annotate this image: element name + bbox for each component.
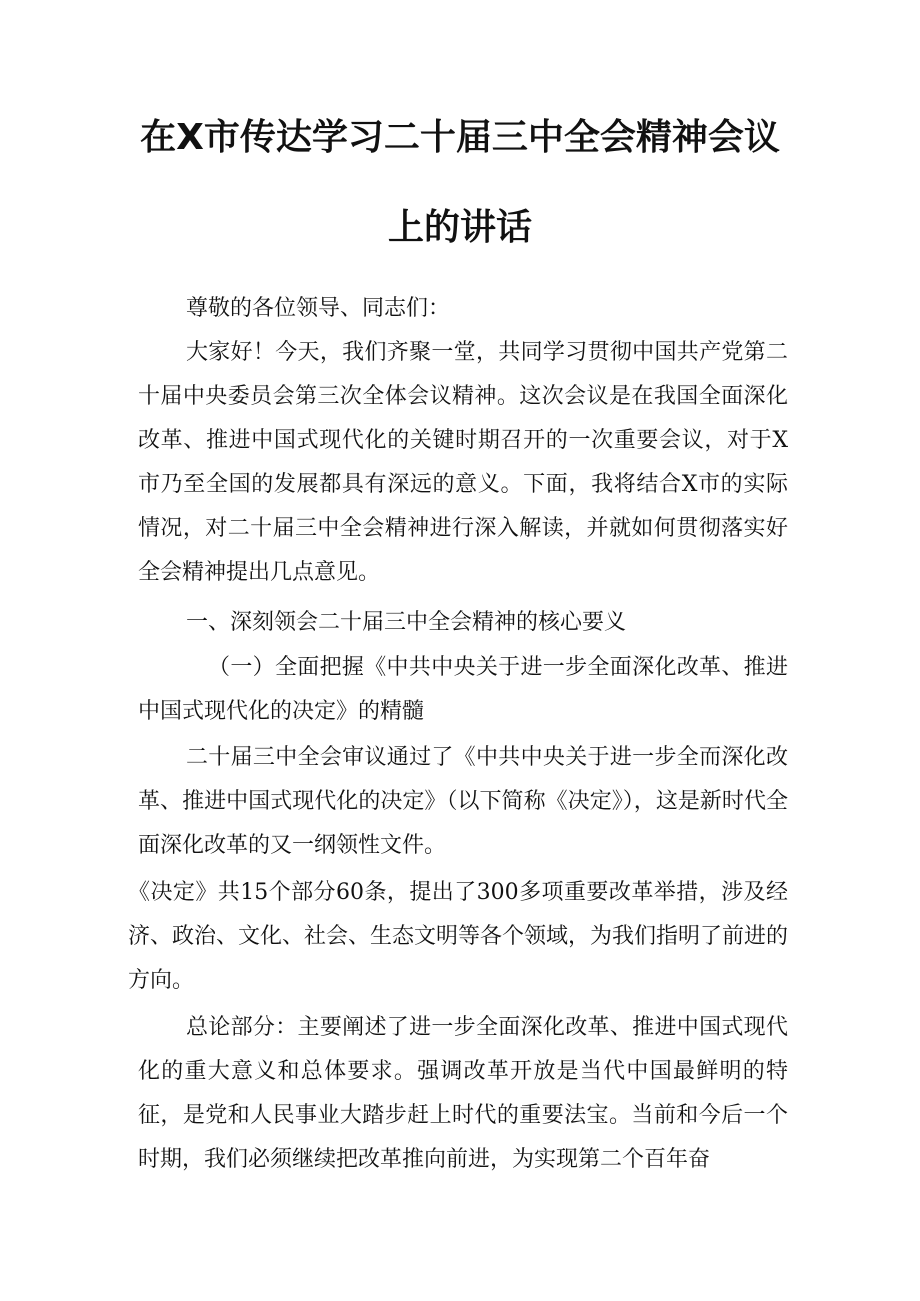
- paragraph-decision-intro-block: [138, 736, 788, 868]
- paragraph-opening-block: [138, 331, 788, 595]
- subsection-heading-block: [138, 646, 788, 734]
- paragraph-decision-intro: 二十届三中全会审议通过了《中共中央关于进一步全而深化改革、推进中国式现代化的决定》（以下简称《决定》），这是新时代全面深化改革的又一纲领性文件。: [138, 745, 788, 858]
- salutation: 尊敬的各位领导、同志们：: [186, 296, 451, 321]
- subsection-heading-1: （一）全面把握《中共中央关于进一步全面深化改革、推进中国式现代化的决定》的精髓: [138, 655, 788, 724]
- paragraph-decision-content: 《决定》共15个部分60条，提出了300多项重要改革举措，涉及经济、政治、文化、社会、生态文明等各个领域，为我们指明了前进的方向。: [128, 880, 789, 993]
- paragraph-general-part: 总论部分：主要阐述了进一步全面深化改革、推进中国式现代化的重大意义和总体要求。强调改革开放是当代中国最鲜明的特征，是党和人民事业大踏步赶上时代的重要法宝。当前和今后一个时期，我们必须继续把改革推向前进，为实现第二个百年奋: [138, 1015, 788, 1172]
- section-heading-1: 一、深刻领会二十届三中全会精神的核心要义: [186, 610, 627, 635]
- paragraph-decision-content-block: [128, 871, 788, 1003]
- salutation-block: [138, 287, 788, 331]
- paragraph-general-part-block: [138, 1006, 788, 1182]
- paragraph-opening: 大家好！今天，我们齐聚一堂，共同学习贯彻中国共产党第二十届中央委员会第三次全体会议精神。这次会议是在我国全面深化改革、推进中国式现代化的关键时期召开的一次重要会议，对于X市乃至全国的发展都具有深远的意义。下面，我将结合X市的实际情况，对二十届三中全会精神进行深入解读，并就如何贯彻落实好全会精神提出几点意见。: [138, 340, 788, 585]
- section-heading-block: [138, 601, 788, 645]
- document-title-line-1: 在X市传达学习二十届三中全会精神会议: [140, 117, 780, 158]
- document-title-line-2: 上的讲话: [387, 207, 532, 248]
